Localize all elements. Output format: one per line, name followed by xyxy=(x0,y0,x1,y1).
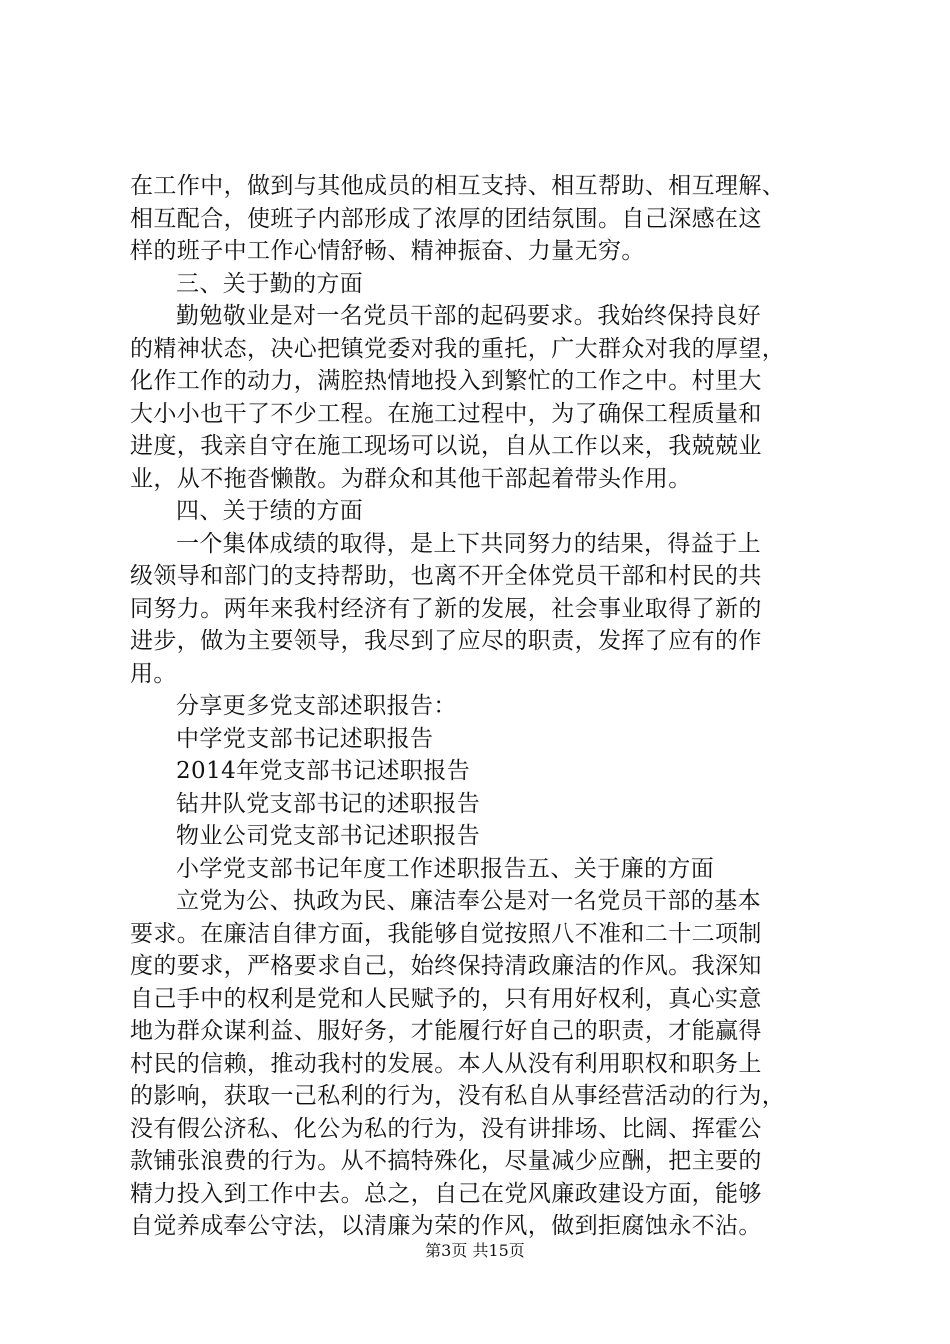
body-line: 款铺张浪费的行为。从不搞特殊化，尽量减少应酬，把主要的 xyxy=(130,1148,762,1174)
body-line: 的精神状态，决心把镇党委对我的重托，广大群众对我的厚望， xyxy=(130,335,786,362)
body-line: 勤勉敬业是对一名党员干部的起码要求。我始终保持良好 xyxy=(176,303,761,329)
body-line: 的影响，获取一己私利的行为，没有私自从事经营活动的行为， xyxy=(130,1083,786,1109)
page-number-label: 第3页 共15页 xyxy=(425,1241,525,1260)
body-line: 相互配合，使班子内部形成了浓厚的团结氛围。自己深感在这 xyxy=(130,205,762,232)
body-line: 没有假公济私、化公为私的行为，没有讲排场、比阔、挥霍公 xyxy=(130,1115,762,1142)
body-line: 用。 xyxy=(130,660,177,687)
body-line: 立党为公、执政为民、廉洁奉公是对一名党员干部的基本 xyxy=(176,888,761,914)
section-heading-diligence: 三、关于勤的方面 xyxy=(176,270,364,297)
body-line: 同努力。两年来我村经济有了新的发展，社会事业取得了新的 xyxy=(130,595,762,622)
body-line: 一个集体成绩的取得，是上下共同努力的结果，得益于上 xyxy=(176,530,761,557)
body-line: 大小小也干了不少工程。在施工过程中，为了确保工程质量和 xyxy=(130,400,762,427)
body-line: 精力投入到工作中去。总之，自己在党风廉政建设方面，能够 xyxy=(130,1180,762,1207)
body-line: 进度，我亲自守在施工现场可以说，自从工作以来，我兢兢业 xyxy=(130,433,762,459)
share-more-label: 分享更多党支部述职报告： xyxy=(176,693,457,719)
related-report-link[interactable]: 钻井队党支部书记的述职报告 xyxy=(176,790,481,817)
page-footer xyxy=(0,1238,950,1261)
body-line: 样的班子中工作心情舒畅、精神振奋、力量无穷。 xyxy=(130,238,645,264)
body-line: 自觉养成奉公守法，以清廉为荣的作风，做到拒腐蚀永不沾。 xyxy=(130,1213,762,1239)
body-line: 度的要求，严格要求自己，始终保持清政廉洁的作风。我深知 xyxy=(130,953,762,979)
body-line: 进步，做为主要领导，我尽到了应尽的职责，发挥了应有的作 xyxy=(130,628,762,654)
document-body xyxy=(130,170,830,1243)
related-report-link-and-heading[interactable]: 小学党支部书记年度工作述职报告五、关于廉的方面 xyxy=(176,855,715,882)
related-report-link[interactable]: 2014年党支部书记述职报告 xyxy=(176,758,471,784)
section-heading-performance: 四、关于绩的方面 xyxy=(176,498,364,524)
body-line: 在工作中，做到与其他成员的相互支持、相互帮助、相互理解、 xyxy=(130,173,786,199)
body-line: 级领导和部门的支持帮助，也离不开全体党员干部和村民的共 xyxy=(130,563,762,589)
body-line: 地为群众谋利益、服好务，才能履行好自己的职责，才能赢得 xyxy=(130,1018,762,1044)
body-line: 村民的信赖，推动我村的发展。本人从没有利用职权和职务上 xyxy=(130,1050,762,1077)
body-line: 自己手中的权利是党和人民赋予的，只有用好权利，真心实意 xyxy=(130,985,762,1012)
related-report-link[interactable]: 中学党支部书记述职报告 xyxy=(176,725,434,752)
related-report-link[interactable]: 物业公司党支部书记述职报告 xyxy=(176,823,481,849)
body-line: 化作工作的动力，满腔热情地投入到繁忙的工作之中。村里大 xyxy=(130,368,762,394)
body-line: 业，从不拖沓懒散。为群众和其他干部起着带头作用。 xyxy=(130,465,692,492)
body-line: 要求。在廉洁自律方面，我能够自觉按照八不准和二十二项制 xyxy=(130,920,762,947)
